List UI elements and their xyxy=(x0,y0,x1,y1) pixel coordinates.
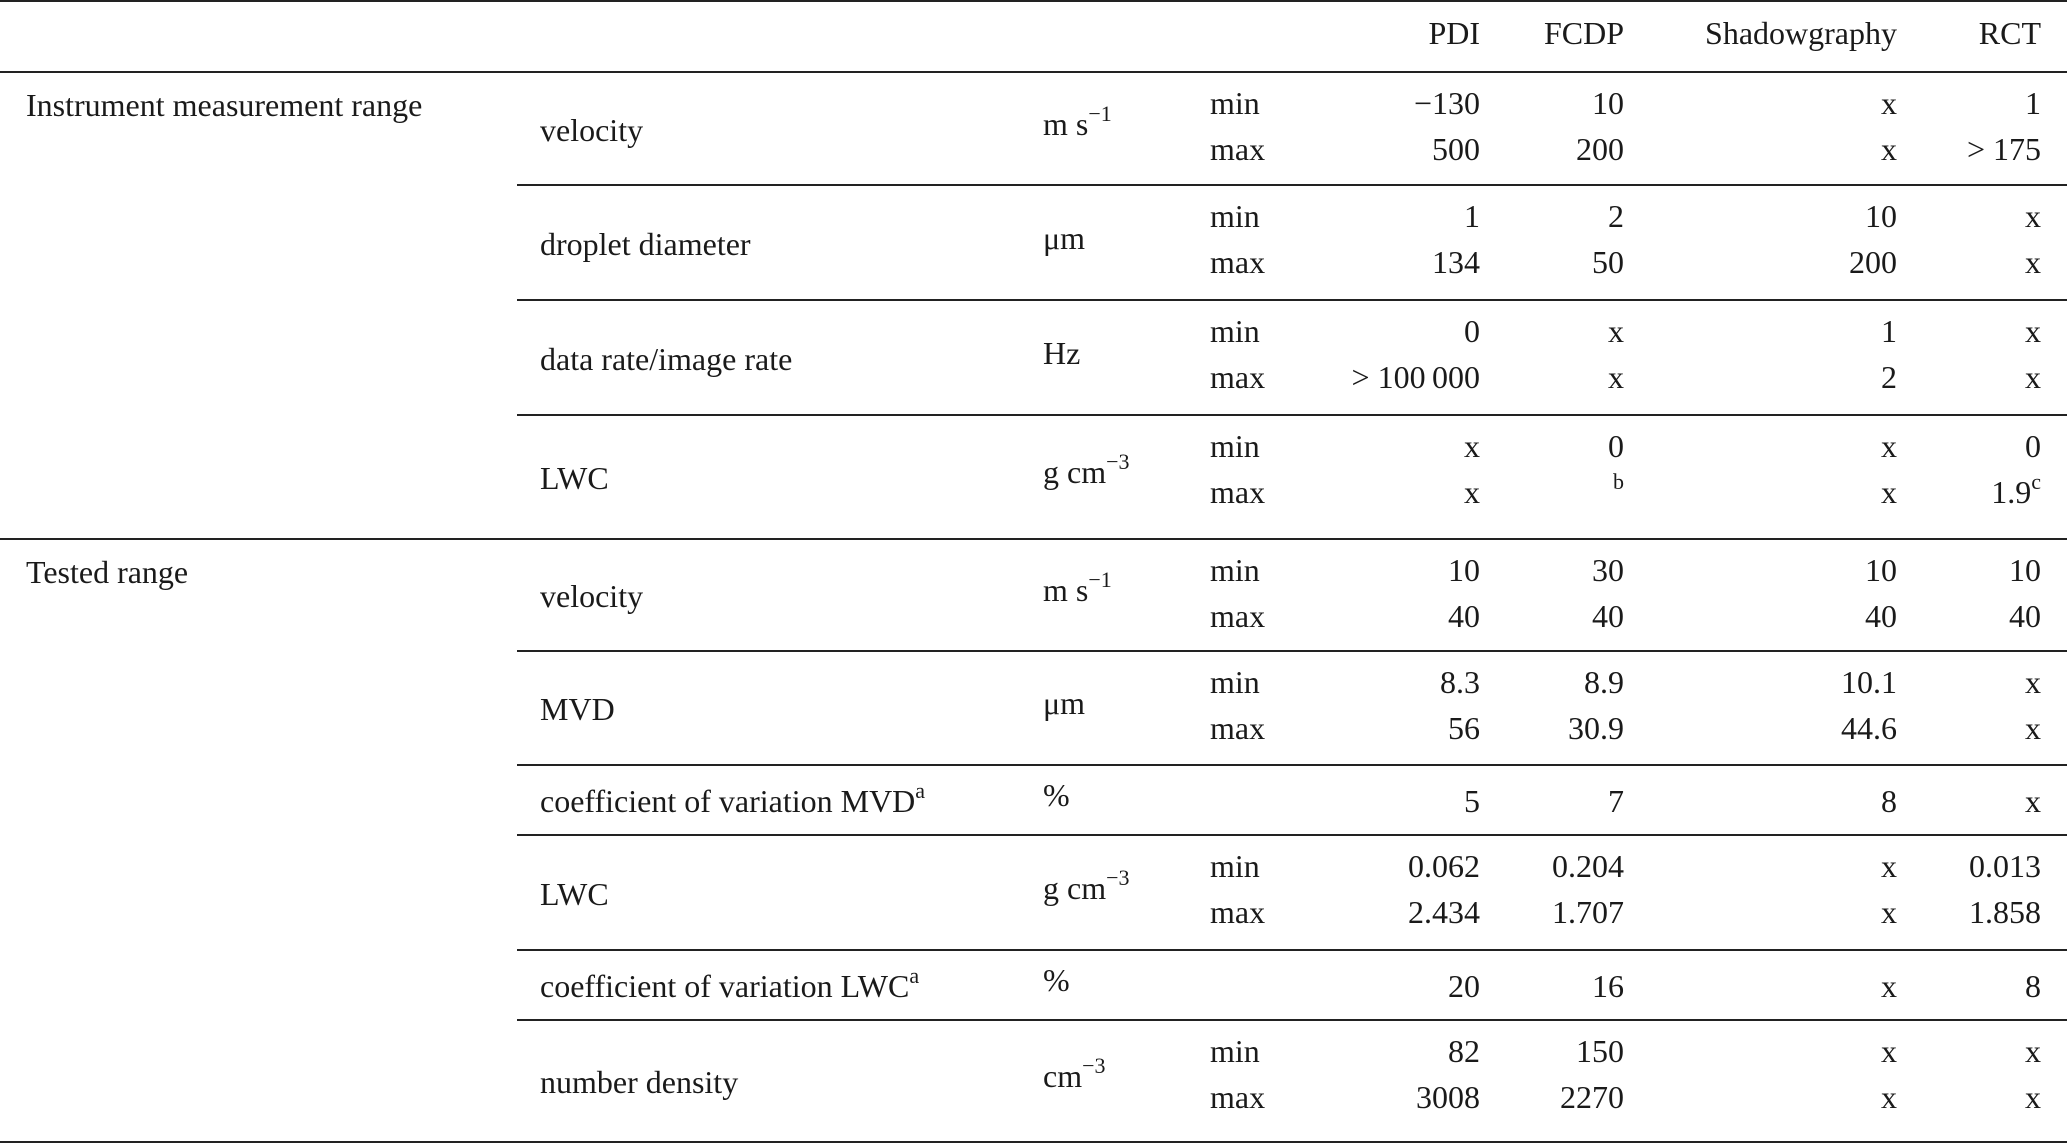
c2-min-value: 2 xyxy=(1608,198,1624,234)
value-text: 56 xyxy=(1448,710,1480,746)
max-label: max xyxy=(1210,359,1266,395)
parameter-name xyxy=(540,224,751,264)
c2-max-value xyxy=(1552,892,1624,932)
unit xyxy=(1043,100,1112,144)
parameter-name xyxy=(540,576,643,616)
c4-max-value xyxy=(2025,242,2041,282)
c1-min-value: 8.3 xyxy=(1440,664,1480,700)
c4-min-value: 0 xyxy=(2025,428,2041,464)
header-rct: RCT xyxy=(1978,15,2041,51)
c3-min-value: 10 xyxy=(1865,552,1897,588)
value-text: > 100 000 xyxy=(1351,359,1480,395)
value-text: 2 xyxy=(1881,359,1897,395)
parameter-name xyxy=(540,874,609,914)
unit-text: m s xyxy=(1043,105,1089,142)
parameter-text: number density xyxy=(540,1064,739,1100)
unit-text: g cm xyxy=(1043,454,1107,490)
parameter-name xyxy=(540,778,926,821)
parameter-name xyxy=(540,110,643,150)
parameter-text: LWC xyxy=(540,460,609,496)
row-rule xyxy=(517,949,2067,951)
c2-max-value xyxy=(1592,596,1624,636)
unit xyxy=(1043,449,1130,492)
c1-min-value: 0 xyxy=(1464,313,1480,349)
c1-max-value xyxy=(1432,242,1480,282)
max-label: max xyxy=(1210,598,1266,634)
c1-max-value xyxy=(1464,472,1480,512)
c3-value: 8 xyxy=(1881,783,1897,819)
c1-max-value xyxy=(1448,596,1480,636)
top-rule xyxy=(0,0,2067,2)
parameter-text: coefficient of variation MVD xyxy=(540,783,916,819)
header-shadowgraphy: Shadowgraphy xyxy=(1705,15,1897,51)
value-text: 1.9 xyxy=(1991,474,2032,510)
section-title: Instrument measurement range xyxy=(26,87,423,123)
c2-max-value xyxy=(1592,242,1624,282)
value-text: x xyxy=(1881,894,1897,930)
value-text: 40 xyxy=(1865,598,1897,634)
header-pdi: PDI xyxy=(1428,15,1480,51)
value-text: 3008 xyxy=(1416,1079,1480,1115)
c1-value: 5 xyxy=(1464,783,1480,819)
value-text: 1.707 xyxy=(1552,894,1624,930)
max-label: max xyxy=(1210,474,1266,510)
header-fcdp: FCDP xyxy=(1543,15,1624,51)
c3-min-value: x xyxy=(1881,848,1897,884)
c3-max-value xyxy=(1881,357,1897,397)
unit-exponent: −1 xyxy=(1088,100,1112,126)
value-text: 200 xyxy=(1576,131,1624,167)
row-rule xyxy=(517,299,2067,301)
parameter-text: coefficient of variation LWC xyxy=(540,968,910,1004)
c2-min-value: x xyxy=(1608,313,1624,349)
unit xyxy=(1043,864,1130,908)
value-text: x xyxy=(1881,131,1897,167)
row-rule xyxy=(517,1019,2067,1021)
parameter-text: velocity xyxy=(540,578,644,614)
c3-max-value xyxy=(1865,596,1897,636)
c2-min-value: 0.204 xyxy=(1552,848,1624,884)
parameter-footnote: a xyxy=(909,963,920,989)
value-text: 1.858 xyxy=(1969,894,2041,930)
value-text: x xyxy=(1881,474,1897,510)
value-text: 40 xyxy=(1448,598,1480,634)
unit-text: cm xyxy=(1043,1058,1083,1094)
c2-max-value xyxy=(1576,129,1624,169)
c1-value: 20 xyxy=(1448,968,1480,1004)
unit xyxy=(1043,1053,1106,1096)
section-rule xyxy=(0,538,2067,540)
c3-max-value xyxy=(1881,1077,1897,1117)
min-label: min xyxy=(1210,428,1260,464)
c1-max-value xyxy=(1352,357,1480,397)
c2-min-value: 150 xyxy=(1576,1033,1624,1069)
c4-min-value: 0.013 xyxy=(1969,848,2041,884)
parameter-name xyxy=(540,689,615,729)
value-text: 40 xyxy=(2009,598,2041,634)
c2-value: 7 xyxy=(1608,783,1624,819)
c3-max-value xyxy=(1881,892,1897,932)
c4-max-value xyxy=(2025,357,2041,397)
value-text: 44.6 xyxy=(1841,710,1897,746)
parameter-name xyxy=(540,963,920,1006)
c3-min-value: 10.1 xyxy=(1841,664,1897,700)
unit-text: μm xyxy=(1043,685,1086,721)
unit-text: Hz xyxy=(1043,334,1081,371)
row-rule xyxy=(517,764,2067,766)
value-text: 500 xyxy=(1432,131,1480,167)
min-label: min xyxy=(1210,664,1260,700)
unit-exponent: −3 xyxy=(1106,864,1130,890)
c3-value: x xyxy=(1881,968,1897,1004)
parameter-text: MVD xyxy=(540,691,615,727)
c4-value: x xyxy=(2025,783,2041,819)
value-text: 2270 xyxy=(1560,1079,1624,1115)
c3-min-value: x xyxy=(1881,428,1897,464)
c2-min-value: 8.9 xyxy=(1584,664,1624,700)
value-text: > 175 xyxy=(1966,131,2041,167)
unit-text: % xyxy=(1043,962,1070,998)
unit-text: m s xyxy=(1043,572,1089,608)
c4-max-value xyxy=(2009,596,2041,636)
c2-max-value xyxy=(1608,357,1624,397)
min-label: min xyxy=(1210,848,1260,884)
unit-exponent: −1 xyxy=(1088,567,1112,593)
c2-min-value: 10 xyxy=(1592,85,1624,121)
c4-max-value xyxy=(1967,129,2041,169)
max-label: max xyxy=(1210,244,1266,280)
c3-min-value: x xyxy=(1881,85,1897,121)
unit xyxy=(1043,960,1070,1000)
value-text: 30.9 xyxy=(1568,710,1624,746)
value-text: x xyxy=(2025,1079,2041,1115)
row-rule xyxy=(517,414,2067,416)
unit-exponent: −3 xyxy=(1106,449,1130,475)
value-text: 40 xyxy=(1592,598,1624,634)
unit xyxy=(1043,218,1085,258)
unit-text: μm xyxy=(1043,219,1086,256)
value-text: 134 xyxy=(1432,244,1480,280)
c3-max-value xyxy=(1881,129,1897,169)
value-text: x xyxy=(1608,359,1624,395)
c1-max-value xyxy=(1432,129,1480,169)
c1-min-value: 82 xyxy=(1448,1033,1480,1069)
c4-min-value: 10 xyxy=(2009,552,2041,588)
value-text: x xyxy=(2025,244,2041,280)
c4-max-value xyxy=(2025,1077,2041,1117)
row-rule xyxy=(517,834,2067,836)
value-text: x xyxy=(2025,359,2041,395)
min-label: min xyxy=(1210,552,1260,588)
parameter-text: droplet diameter xyxy=(540,225,751,262)
header-rule xyxy=(0,71,2067,73)
unit xyxy=(1043,333,1080,373)
max-label: max xyxy=(1210,710,1266,746)
value-text: x xyxy=(2025,710,2041,746)
value-text: x xyxy=(1464,474,1480,510)
unit xyxy=(1043,567,1112,610)
row-rule xyxy=(517,650,2067,652)
c1-min-value: −130 xyxy=(1413,85,1480,121)
c1-max-value xyxy=(1416,1077,1480,1117)
parameter-text: LWC xyxy=(540,875,609,912)
c1-min-value: 0.062 xyxy=(1408,848,1480,884)
max-label: max xyxy=(1210,131,1266,167)
c1-min-value: x xyxy=(1464,428,1480,464)
min-label: min xyxy=(1210,1033,1260,1069)
c1-min-value: 1 xyxy=(1464,198,1480,234)
c4-max-value xyxy=(2025,708,2041,748)
c1-min-value: 10 xyxy=(1448,552,1480,588)
c3-min-value: 10 xyxy=(1865,198,1897,234)
min-label: min xyxy=(1210,85,1260,121)
c3-max-value xyxy=(1849,242,1897,282)
value-text: 200 xyxy=(1849,244,1897,280)
c4-min-value: x xyxy=(2025,313,2041,349)
c1-max-value xyxy=(1448,708,1480,748)
c3-min-value: 1 xyxy=(1881,313,1897,349)
section-title: Tested range xyxy=(26,554,189,590)
parameter-name xyxy=(540,458,609,498)
c3-min-value: x xyxy=(1881,1033,1897,1069)
value-text: 2.434 xyxy=(1408,894,1480,930)
c2-max-value xyxy=(1613,469,1624,512)
parameter-text: data rate/image rate xyxy=(540,340,793,377)
c4-min-value: x xyxy=(2025,1033,2041,1069)
c4-min-value: 1 xyxy=(2025,85,2041,121)
c2-min-value: 30 xyxy=(1592,552,1624,588)
max-label: max xyxy=(1210,894,1266,930)
c4-max-value xyxy=(1991,469,2041,512)
parameter-text: velocity xyxy=(540,111,644,148)
unit xyxy=(1043,683,1085,723)
c3-max-value xyxy=(1841,708,1897,748)
value-footnote: b xyxy=(1613,469,1624,495)
c4-value: 8 xyxy=(2025,968,2041,1004)
max-label: max xyxy=(1210,1079,1266,1115)
min-label: min xyxy=(1210,313,1260,349)
parameter-name xyxy=(540,1062,738,1102)
c1-max-value xyxy=(1408,892,1480,932)
c2-max-value xyxy=(1568,708,1624,748)
c4-max-value xyxy=(1969,892,2041,932)
c3-max-value xyxy=(1881,472,1897,512)
c2-min-value: 0 xyxy=(1608,428,1624,464)
c2-value: 16 xyxy=(1592,968,1624,1004)
parameter-name xyxy=(540,339,792,379)
unit-text: g cm xyxy=(1043,869,1107,906)
c4-min-value: x xyxy=(2025,664,2041,700)
value-text: x xyxy=(1881,1079,1897,1115)
value-text: 50 xyxy=(1592,244,1624,280)
unit xyxy=(1043,775,1070,815)
unit-exponent: −3 xyxy=(1082,1053,1106,1079)
min-label: min xyxy=(1210,198,1260,234)
unit-text: % xyxy=(1043,777,1070,813)
value-footnote: c xyxy=(2031,469,2041,495)
c4-min-value: x xyxy=(2025,198,2041,234)
c2-max-value xyxy=(1560,1077,1624,1117)
row-rule xyxy=(517,184,2067,186)
parameter-footnote: a xyxy=(915,778,926,804)
